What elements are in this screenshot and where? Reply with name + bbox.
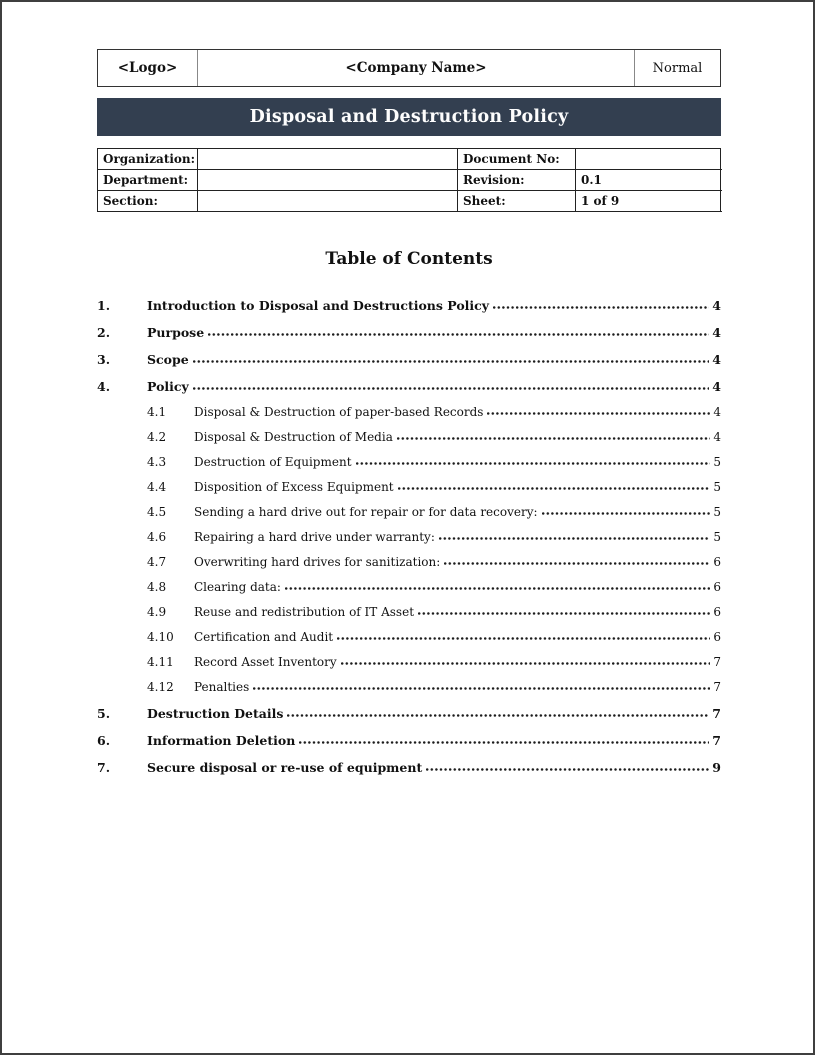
toc-leader-dots — [193, 385, 710, 392]
toc-entry-title: Record Asset Inventory — [194, 655, 337, 669]
toc-entry-page: 5 — [713, 455, 721, 469]
document-no-label: Document No: — [458, 149, 576, 170]
toc-entry-page: 7 — [713, 680, 721, 694]
toc-leader-dots — [341, 660, 710, 667]
toc-entry[interactable] — [97, 748, 721, 775]
toc-entry[interactable] — [97, 367, 721, 394]
toc-leader-dots — [337, 635, 710, 642]
toc-entry-title: Information Deletion — [147, 733, 296, 748]
toc-entry[interactable] — [97, 721, 721, 748]
toc-entry-number: 4.8 — [147, 580, 167, 594]
toc-entry-number: 4.2 — [147, 430, 167, 444]
toc-list — [97, 286, 721, 775]
toc-entry-number: 3. — [97, 352, 111, 367]
toc-entry[interactable] — [97, 544, 721, 569]
toc-entry-page: 4 — [712, 379, 721, 394]
toc-entry-number: 4.4 — [147, 480, 167, 494]
toc-entry-number: 4.1 — [147, 405, 167, 419]
toc-entry-title: Policy — [147, 379, 189, 394]
toc-entry-page: 6 — [713, 555, 721, 569]
toc-entry-page: 4 — [712, 298, 721, 313]
header-table — [97, 49, 721, 87]
toc-entry-number: 7. — [97, 760, 111, 775]
toc-leader-dots — [542, 510, 710, 517]
toc-entry[interactable] — [97, 594, 721, 619]
toc-entry-title: Repairing a hard drive under warranty: — [194, 530, 435, 544]
classification-label: Normal — [634, 50, 720, 86]
document-title: Disposal and Destruction Policy — [249, 107, 569, 127]
toc-entry-title: Disposal & Destruction of Media — [194, 430, 393, 444]
department-value[interactable] — [198, 170, 458, 191]
toc-entry-number: 4. — [97, 379, 111, 394]
toc-entry[interactable] — [97, 444, 721, 469]
organization-value[interactable] — [198, 149, 458, 170]
toc-leader-dots — [356, 460, 710, 467]
toc-entry-number: 4.7 — [147, 555, 167, 569]
toc-entry[interactable] — [97, 419, 721, 444]
logo-placeholder: <Logo> — [98, 50, 198, 86]
toc-entry-title: Introduction to Disposal and Destructions Policy — [147, 298, 490, 313]
company-name: <Company Name> — [345, 60, 487, 76]
toc-entry-title: Penalties — [194, 680, 250, 694]
toc-entry-title: Destruction of Equipment — [194, 455, 352, 469]
toc-leader-dots — [487, 410, 710, 417]
toc-entry[interactable] — [97, 569, 721, 594]
document-info-table — [97, 148, 721, 212]
toc-entry-title: Secure disposal or re-use of equipment — [147, 760, 423, 775]
document-no-value[interactable] — [576, 149, 722, 170]
toc-entry-page: 7 — [713, 655, 721, 669]
toc-entry-number: 1. — [97, 298, 111, 313]
toc-leader-dots — [299, 739, 709, 746]
toc-entry-title: Disposal & Destruction of paper-based Records — [194, 405, 484, 419]
toc-entry[interactable] — [97, 494, 721, 519]
toc-entry[interactable] — [97, 694, 721, 721]
toc-entry[interactable] — [97, 394, 721, 419]
sheet-label: Sheet: — [458, 191, 576, 212]
revision-value: 0.1 — [576, 170, 722, 191]
toc-entry-number: 2. — [97, 325, 111, 340]
sheet-value: 1 of 9 — [576, 191, 722, 212]
toc-leader-dots — [439, 535, 710, 542]
toc-leader-dots — [493, 304, 709, 311]
revision-label: Revision: — [458, 170, 576, 191]
toc-entry[interactable] — [97, 619, 721, 644]
toc-entry-page: 4 — [712, 325, 721, 340]
toc-entry-number: 4.3 — [147, 455, 167, 469]
toc-entry-title: Scope — [147, 352, 189, 367]
toc-entry-title: Overwriting hard drives for sanitization: — [194, 555, 441, 569]
toc-entry-number: 5. — [97, 706, 111, 721]
toc-entry[interactable] — [97, 340, 721, 367]
toc-leader-dots — [287, 712, 709, 719]
toc-entry[interactable] — [97, 669, 721, 694]
toc-entry-page: 7 — [712, 733, 721, 748]
toc-entry-number: 4.11 — [147, 655, 174, 669]
toc-entry-page: 4 — [712, 352, 721, 367]
toc-entry-number: 4.6 — [147, 530, 167, 544]
toc-entry-page: 5 — [713, 505, 721, 519]
toc-entry-number: 4.10 — [147, 630, 174, 644]
toc-entry-title: Purpose — [147, 325, 205, 340]
toc-entry-number: 4.12 — [147, 680, 174, 694]
toc-entry[interactable] — [97, 286, 721, 313]
toc-entry-page: 6 — [713, 630, 721, 644]
toc-entry-number: 4.5 — [147, 505, 167, 519]
toc-leader-dots — [208, 331, 709, 338]
toc-entry-page: 5 — [713, 530, 721, 544]
toc-leader-dots — [285, 585, 710, 592]
toc-entry-title: Reuse and redistribution of IT Asset — [194, 605, 415, 619]
toc-entry-page: 4 — [713, 405, 721, 419]
toc-entry-number: 6. — [97, 733, 111, 748]
toc-leader-dots — [398, 485, 710, 492]
toc-leader-dots — [426, 766, 709, 773]
toc-leader-dots — [418, 610, 710, 617]
document-title-banner — [97, 98, 721, 136]
toc-entry-title: Certification and Audit — [194, 630, 334, 644]
toc-entry-title: Clearing data: — [194, 580, 281, 594]
toc-entry-page: 4 — [713, 430, 721, 444]
toc-entry[interactable] — [97, 313, 721, 340]
organization-label: Organization: — [98, 149, 198, 170]
section-value[interactable] — [198, 191, 458, 212]
toc-entry-number: 4.9 — [147, 605, 167, 619]
toc-entry-page: 7 — [712, 706, 721, 721]
toc-entry-title: Disposition of Excess Equipment — [194, 480, 394, 494]
toc-entry-page: 6 — [713, 580, 721, 594]
toc-entry-title: Sending a hard drive out for repair or for data recovery: — [194, 505, 538, 519]
toc-entry-title: Destruction Details — [147, 706, 284, 721]
toc-entry-page: 9 — [712, 760, 721, 775]
section-label: Section: — [98, 191, 198, 212]
toc-leader-dots — [253, 685, 710, 692]
toc-entry[interactable] — [97, 644, 721, 669]
toc-entry[interactable] — [97, 469, 721, 494]
toc-entry-page: 5 — [713, 480, 721, 494]
toc-leader-dots — [444, 560, 710, 567]
toc-entry-page: 6 — [713, 605, 721, 619]
department-label: Department: — [98, 170, 198, 191]
toc-leader-dots — [397, 435, 710, 442]
toc-heading: Table of Contents — [325, 249, 493, 269]
toc-leader-dots — [193, 358, 710, 365]
toc-entry[interactable] — [97, 519, 721, 544]
